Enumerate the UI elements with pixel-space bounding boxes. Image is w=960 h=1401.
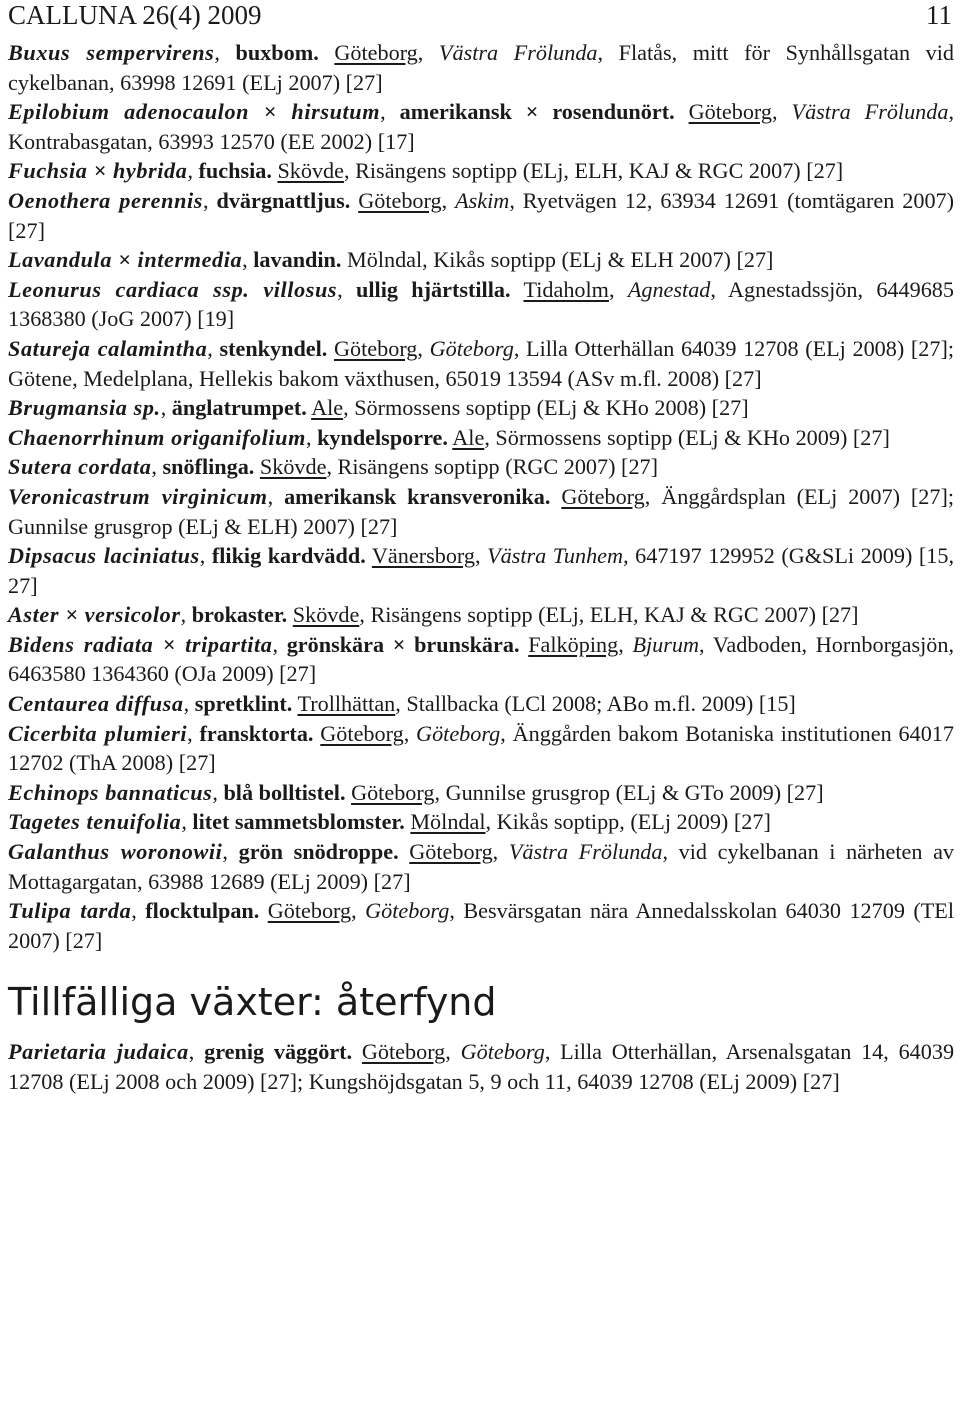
locality-municipality: Göteborg [320,720,404,746]
scientific-name: Galanthus woronowii [8,839,223,865]
common-name: flocktulpan. [145,898,260,924]
locality-municipality: Skövde [292,602,360,628]
locality-details: , Änggårdsplan (ELj 2007) [27]; Gunnilse grusgrop (ELj & ELH) 2007) [27] [8,483,955,539]
locality-details: , 647197 129952 (G&SLi 2009) [15, 27] [8,543,954,598]
locality-details: , Risängens soptipp (RGC 2007) [27] [326,454,659,480]
species-entry: Aster × versicolor, brokaster. Skövde, Risängens soptipp (ELj, ELH, KAJ & RGC 2007) [27] [8,602,859,628]
species-entry: Echinops bannaticus, blå bolltistel. Göteborg, Gunnilse grusgrop (ELj & GTo 2009) [27] [8,779,824,805]
scientific-name: Echinops bannaticus [8,779,213,805]
locality-details: , Kikås soptipp, (ELj 2009) [27] [485,809,771,835]
locality-parish: Göteborg [429,335,514,361]
locality-municipality: Mölndal [410,809,486,835]
common-name: kyndelsporre. [317,424,448,450]
scientific-name: Leonurus cardiaca ssp. villosus [8,276,338,302]
common-name: amerikansk kransveronika. [284,483,551,509]
scientific-name: Tulipa tarda [8,898,132,924]
locality-details: , Sörmossens soptipp (ELj & KHo 2009) [27] [484,424,890,450]
page-header [8,0,952,36]
locality-details: , Vadboden, Hornborgasjön, 6463580 1364360 (OJa 2009) [27] [8,631,955,687]
species-entry: Oenothera perennis, dvärgnattljus. Göteborg, Askim, Ryetvägen 12, 63934 12691 (tomtägaren 2007) [27] [8,187,955,243]
scientific-name: Dipsacus laciniatus [8,543,200,569]
scientific-name: Aster × versicolor [8,602,181,628]
common-name: dvärgnattljus. [216,187,351,213]
locality-details: , Gunnilse grusgrop (ELj & GTo 2009) [27] [434,779,824,805]
separator: , [475,543,488,569]
scientific-name: Cicerbita plumieri [8,720,188,746]
locality-parish: Västra Frölunda [508,839,663,865]
locality-municipality: Skövde [277,158,344,184]
locality-details: , Sörmossens soptipp (ELj & KHo 2008) [27] [343,395,749,421]
scientific-name: Satureja calamintha [8,335,208,361]
page-number: 11 [926,0,952,30]
separator: , [445,1039,461,1065]
species-entry: Epilobium adenocaulon × hirsutum, amerikansk × rosendunört. Göteborg, Västra Frölunda, Kontrabasgatan, 63993 12570 (EE 2002) [17] [8,99,955,154]
article-body [8,38,954,1097]
locality-municipality: Skövde [259,454,327,480]
locality-details: , Besvärsgatan nära Annedalsskolan 64030 12709 (TEl 2007) [27] [8,898,954,953]
separator: , [351,898,366,924]
common-name: grönskära × brunskära. [286,631,520,657]
locality-details: , Änggården bakom Botaniska institutionen 64017 12702 (ThA 2008) [27] [8,720,954,776]
locality-municipality: Ale [311,395,344,421]
common-name: stenkyndel. [219,335,328,361]
locality-municipality: Göteborg [361,1039,446,1065]
species-entry: Veronicastrum virginicum, amerikansk kransveronika. Göteborg, Änggårdsplan (ELj 2007) [27]; Gunnilse grusgrop (ELj & ELH) 2007) [27] [8,483,955,539]
locality-details: , Kontrabasgatan, 63993 12570 (EE 2002) [17] [8,99,955,154]
species-entry: Buxus sempervirens, buxbom. Göteborg, Västra Frölunda, Flatås, mitt för Synhållsgatan vid cykelbanan, 63998 12691 (ELj 2007) [27] [8,40,955,95]
scientific-name: Brugmansia sp. [8,395,161,421]
locality-parish: Västra Frölunda [791,99,949,125]
locality-parish: Västra Frölunda [438,40,598,65]
common-name: brokaster. [191,602,288,628]
scientific-name: Centaurea diffusa [8,691,184,717]
common-name: amerikansk × rosendunört. [399,99,675,125]
scientific-name: Epilobium adenocaulon × hirsutum [8,99,381,125]
separator: , [772,99,792,125]
locality-municipality: Göteborg [358,187,442,213]
scientific-name: Fuchsia × hybrida [8,158,188,184]
locality-details: , Lilla Otterhällan, Arsenalsgatan 14, 64039 12708 (ELj 2008 och 2009) [27]; Kungshöjdsgatan 5, 9 och 11, 64039 12708 (ELj 2009) [27] [8,1039,955,1094]
separator: , [403,720,417,746]
separator: , [417,335,430,361]
common-name: litet sammetsblomster. [192,809,405,835]
scientific-name: Bidens radiata × tripartita [8,631,273,657]
locality-municipality: Tidaholm [523,276,609,302]
species-entry: Tagetes tenuifolia, litet sammetsblomster. Mölndal, Kikås soptipp, (ELj 2009) [27] [8,809,771,835]
scientific-name: Tagetes tenuifolia [8,809,182,835]
species-entry: Centaurea diffusa, spretklint. Trollhättan, Stallbacka (LCl 2008; ABo m.fl. 2009) [15] [8,691,796,717]
locality-details: , Ryetvägen 12, 63934 12691 (tomtägaren 2007) [27] [8,187,955,243]
section-heading: Tillfälliga växter: återfynd [8,980,497,1025]
separator: , [492,839,509,865]
species-entry: Dipsacus laciniatus, flikig kardvädd. Vänersborg, Västra Tunhem, 647197 129952 (G&SLi 2009) [15, 27] [8,543,954,598]
locality-parish: Västra Tunhem [487,543,624,569]
locality-details: Mölndal, Kikås soptipp (ELj & ELH 2007) [27] [347,247,774,273]
locality-parish: Göteborg [460,1039,545,1065]
species-entry: Satureja calamintha, stenkyndel. Göteborg, Göteborg, Lilla Otterhällan 64039 12708 (ELj 2008) [27]; Götene, Medelplana, Hellekis bakom växthusen, 65019 13594 (ASv m.fl. 2008) [27] [8,335,955,391]
separator: , [441,187,456,213]
locality-municipality: Göteborg [267,898,352,924]
species-entry: Brugmansia sp., änglatrumpet. Ale, Sörmossens soptipp (ELj & KHo 2008) [27] [8,395,749,421]
locality-parish: Askim [455,187,510,213]
common-name: blå bolltistel. [223,779,346,805]
species-entry: Lavandula × intermedia, lavandin. Mölndal, Kikås soptipp (ELj & ELH 2007) [27] [8,247,774,273]
locality-details: , Risängens soptipp (ELj, ELH, KAJ & RGC 2007) [27] [359,602,859,628]
locality-municipality: Göteborg [688,99,772,125]
common-name: buxbom. [235,40,319,65]
locality-details: , Agnestadssjön, 6449685 1368380 (JoG 2007) [19] [8,276,954,332]
locality-parish: Bjurum [632,631,699,657]
locality-municipality: Göteborg [409,839,493,865]
locality-municipality: Göteborg [334,335,418,361]
common-name: lavandin. [253,247,342,273]
separator: , [608,276,628,302]
species-entry: Bidens radiata × tripartita, grönskära × brunskära. Falköping, Bjurum, Vadboden, Hornborgasjön, 6463580 1364360 (OJa 2009) [27] [8,631,955,687]
separator: , [417,40,439,65]
species-list [8,38,954,955]
locality-municipality: Trollhättan [297,691,396,717]
separator: , [618,631,633,657]
species-entry: Tulipa tarda, flocktulpan. Göteborg, Göteborg, Besvärsgatan nära Annedalsskolan 64030 12709 (TEl 2007) [27] [8,898,954,953]
common-name: flikig kardvädd. [211,543,366,569]
common-name: snöflinga. [162,454,255,480]
locality-municipality: Göteborg [561,483,645,509]
locality-municipality: Falköping [528,631,619,657]
common-name: grenig väggört. [204,1039,353,1065]
locality-parish: Göteborg [365,898,450,924]
species-entry: Leonurus cardiaca ssp. villosus, ullig hjärtstilla. Tidaholm, Agnestad, Agnestadssjön, 6449685 1368380 (JoG 2007) [19] [8,276,954,332]
locality-parish: Göteborg [416,720,501,746]
species-entry: Galanthus woronowii, grön snödroppe. Göteborg, Västra Frölunda, vid cykelbanan i närheten av Mottagargatan, 63988 12689 (ELj 2009) [27] [8,839,955,894]
scientific-name: Oenothera perennis [8,187,204,213]
locality-details: , Risängens soptipp (ELj, ELH, KAJ & RGC 2007) [27] [344,158,844,184]
scientific-name: Veronicastrum virginicum [8,483,268,509]
locality-parish: Agnestad [627,276,711,302]
species-entry: Parietaria judaica, grenig väggört. Göteborg, Göteborg, Lilla Otterhällan, Arsenalsgatan 14, 64039 12708 (ELj 2008 och 2009) [27]; Kungshöjdsgatan 5, 9 och 11, 64039 12708 (ELj 2009) [27] [8,1039,955,1094]
scientific-name: Parietaria judaica [8,1039,189,1065]
locality-details: , Stallbacka (LCl 2008; ABo m.fl. 2009) [15] [395,691,796,717]
scientific-name: Chaenorrhinum origanifolium [8,424,306,450]
species-entry: Cicerbita plumieri, fransktorta. Göteborg, Göteborg, Änggården bakom Botaniska institutionen 64017 12702 (ThA 2008) [27] [8,720,954,776]
scientific-name: Buxus sempervirens [8,40,215,65]
locality-municipality: Vänersborg [371,543,475,569]
species-entry: Sutera cordata, snöflinga. Skövde, Risängens soptipp (RGC 2007) [27] [8,454,659,480]
species-entry: Chaenorrhinum origanifolium, kyndelsporre. Ale, Sörmossens soptipp (ELj & KHo 2009) [27] [8,424,890,450]
locality-details: , Flatås, mitt för Synhållsgatan vid cykelbanan, 63998 12691 (ELj 2007) [27] [8,40,955,95]
locality-details: , vid cykelbanan i närheten av Mottagargatan, 63988 12689 (ELj 2009) [27] [8,839,955,894]
scientific-name: Sutera cordata [8,454,152,480]
common-name: ullig hjärtstilla. [356,276,511,302]
common-name: fuchsia. [198,158,272,184]
scientific-name: Lavandula × intermedia [8,247,243,273]
locality-municipality: Ale [452,424,485,450]
common-name: fransktorta. [199,720,314,746]
common-name: grön snödroppe. [238,839,399,865]
locality-details: , Lilla Otterhällan 64039 12708 (ELj 2008) [27]; Götene, Medelplana, Hellekis bakom växthusen, 65019 13594 (ASv m.fl. 2008) [27] [8,335,955,391]
common-name: änglatrumpet. [171,395,307,421]
locality-municipality: Göteborg [351,779,435,805]
species-entry: Fuchsia × hybrida, fuchsia. Skövde, Risängens soptipp (ELj, ELH, KAJ & RGC 2007) [27] [8,158,844,184]
locality-municipality: Göteborg [334,40,418,65]
common-name: spretklint. [194,691,293,717]
species-list-recurrent [8,1037,954,1096]
journal-title: CALLUNA 26(4) 2009 [8,0,262,30]
